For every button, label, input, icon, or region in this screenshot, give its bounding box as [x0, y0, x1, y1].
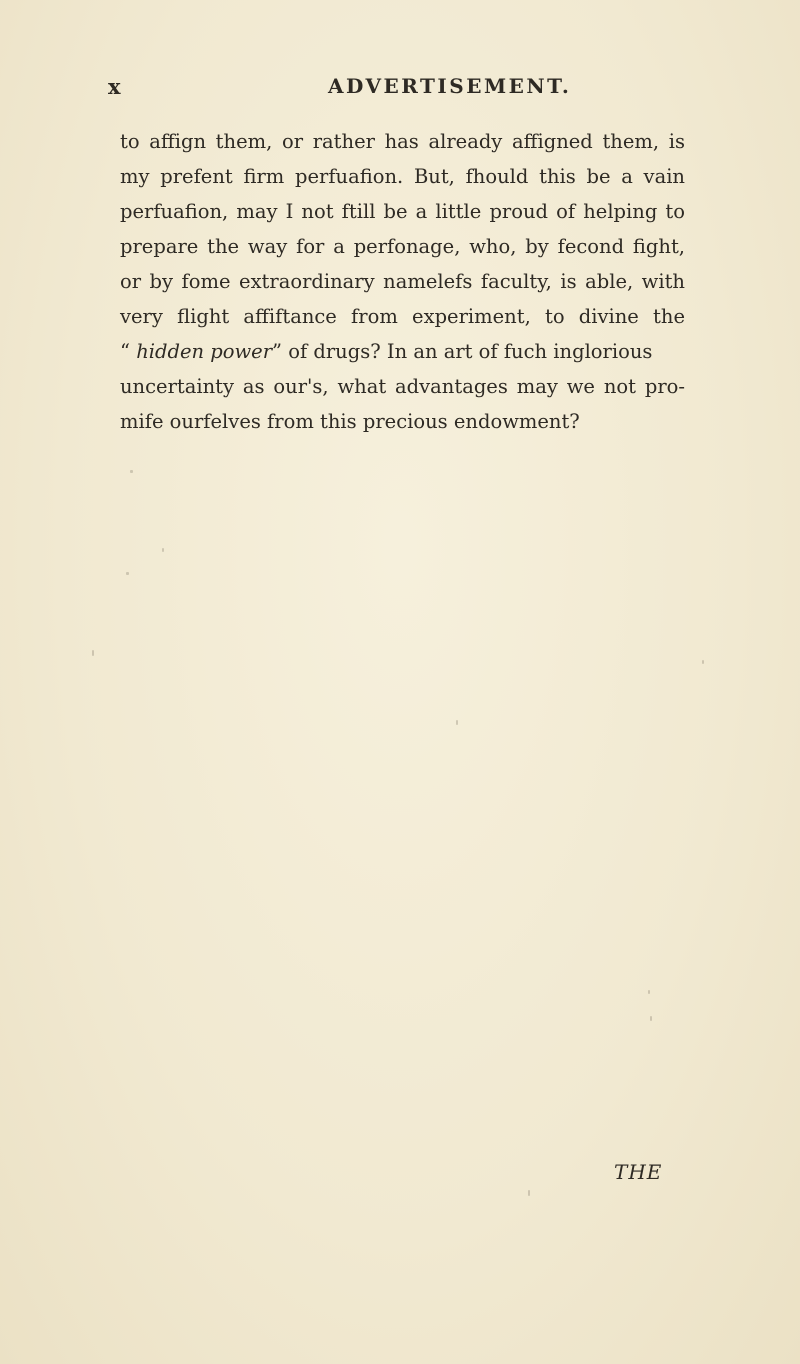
open-quote: “ — [120, 340, 130, 363]
paper-speck — [126, 572, 129, 575]
paper-speck — [702, 660, 704, 664]
text-line: perfuafion, may I not ftill be a little proud of helping to — [120, 200, 685, 223]
catchword: THE — [614, 1160, 663, 1184]
text-line-rest: ” of drugs? In an art of fuch inglorious — [272, 340, 653, 363]
text-line: my prefent firm perfuafion. But, fhould this be a vain — [120, 165, 685, 188]
paper-speck — [650, 1016, 652, 1021]
text-line — [120, 334, 685, 369]
text-line: very flight affiftance from experiment, to divine the — [120, 305, 685, 328]
text-line: to affign them, or rather has already affigned them, is — [120, 130, 685, 153]
paper-speck — [130, 470, 133, 473]
paper-speck — [648, 990, 650, 994]
text-line: uncertainty as our's, what advantages may we not pro- — [120, 375, 685, 398]
paper-speck — [456, 720, 458, 725]
italic-phrase: hidden power — [136, 340, 273, 363]
body-paragraph — [120, 124, 685, 439]
paper-speck — [528, 1190, 530, 1196]
text-line: or by fome extraordinary namelefs faculty, is able, with — [120, 270, 685, 293]
page-number: x — [108, 74, 122, 99]
paper-speck — [92, 650, 94, 656]
running-head-title: ADVERTISEMENT. — [328, 74, 572, 98]
text-line: prepare the way for a perfonage, who, by fecond fight, — [120, 235, 685, 258]
text-line: mife ourfelves from this precious endowment? — [120, 410, 580, 433]
running-head — [108, 74, 708, 100]
paper-speck — [162, 548, 164, 552]
